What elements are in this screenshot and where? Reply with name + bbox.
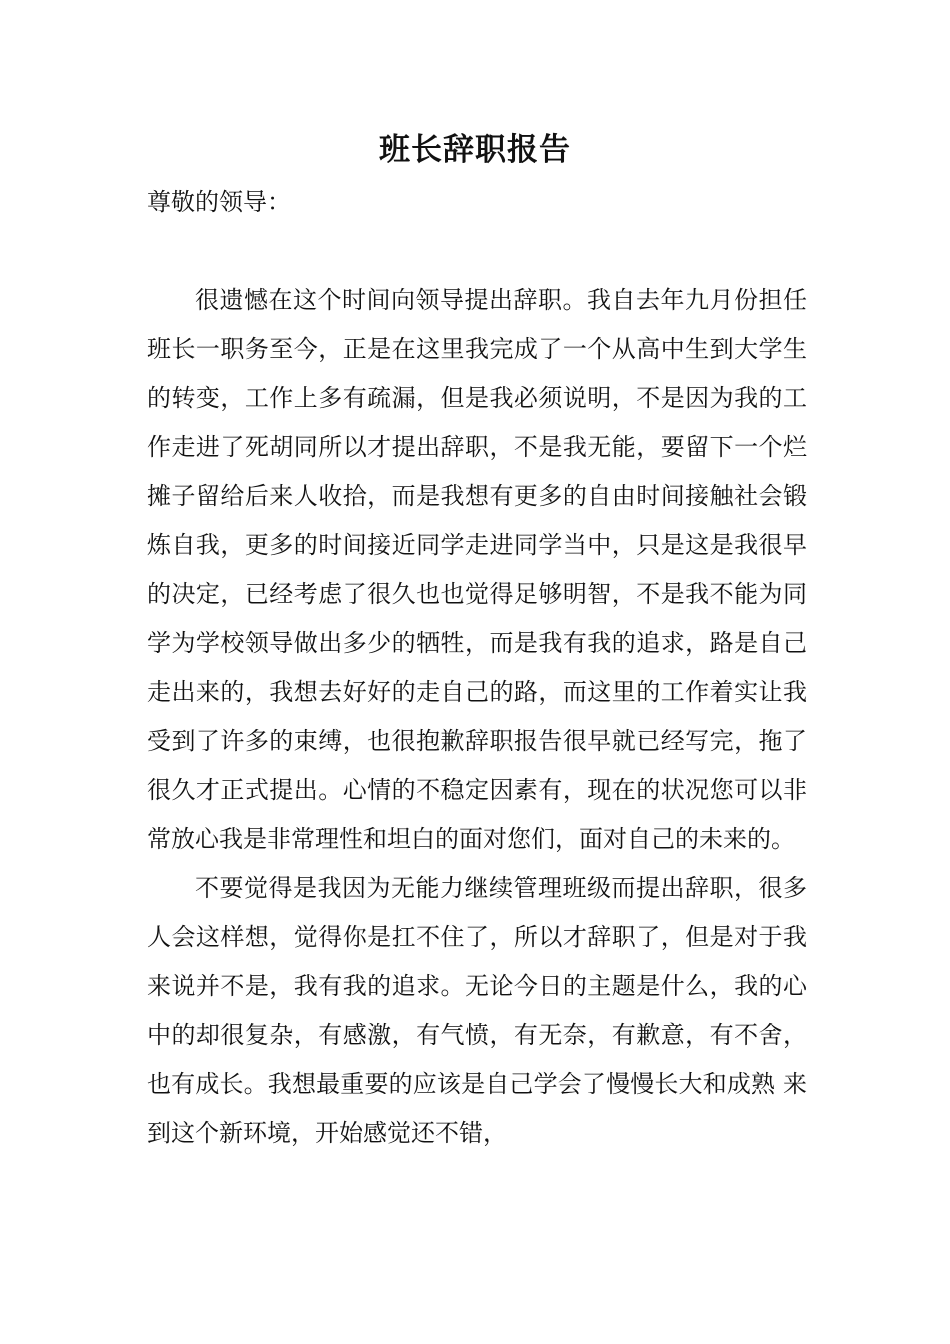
paragraph-1: 很遗憾在这个时间向领导提出辞职。我自去年九月份担任班长一职务至今，正是在这里我完成了一个从高中生到大学生的转变，工作上多有疏漏，但是我必须说明，不是因为我的工作走进了死胡同所以才提出辞职，不是我无能，要留下一个烂摊子留给后来人收拾，而是我想有更多的自由时间接触社会锻炼自我，更多的时间接近同学走进同学当中，只是这是我很早的决定，已经考虑了很久也也觉得足够明智，不是我不能为同学为学校领导做出多少的牺牲，而是我有我的追求，路是自己走出来的，我想去好好的走自己的路，而这里的工作着实让我受到了许多的束缚，也很抱歉辞职报告很早就已经写完，拖了很久才正式提出。心情的不稳定因素有，现在的状况您可以非常放心我是非常理性和坦白的面对您们，面对自己的未来的。 xyxy=(147,286,807,853)
paragraph-2: 不要觉得是我因为无能力继续管理班级而提出辞职，很多人会这样想，觉得你是扛不住了，所以才辞职了，但是对于我来说并不是，我有我的追求。无论今日的主题是什么，我的心中的却很复杂，有感激，有气愤，有无奈，有歉意，有不舍，也有成长。我想最重要的应该是自己学会了慢慢长大和成熟 来到这个新环境，开始感觉还不错， xyxy=(147,874,807,1147)
document-title: 班长辞职报告 xyxy=(379,132,571,168)
document-body xyxy=(147,276,807,1158)
salutation: 尊敬的领导： xyxy=(147,188,291,216)
